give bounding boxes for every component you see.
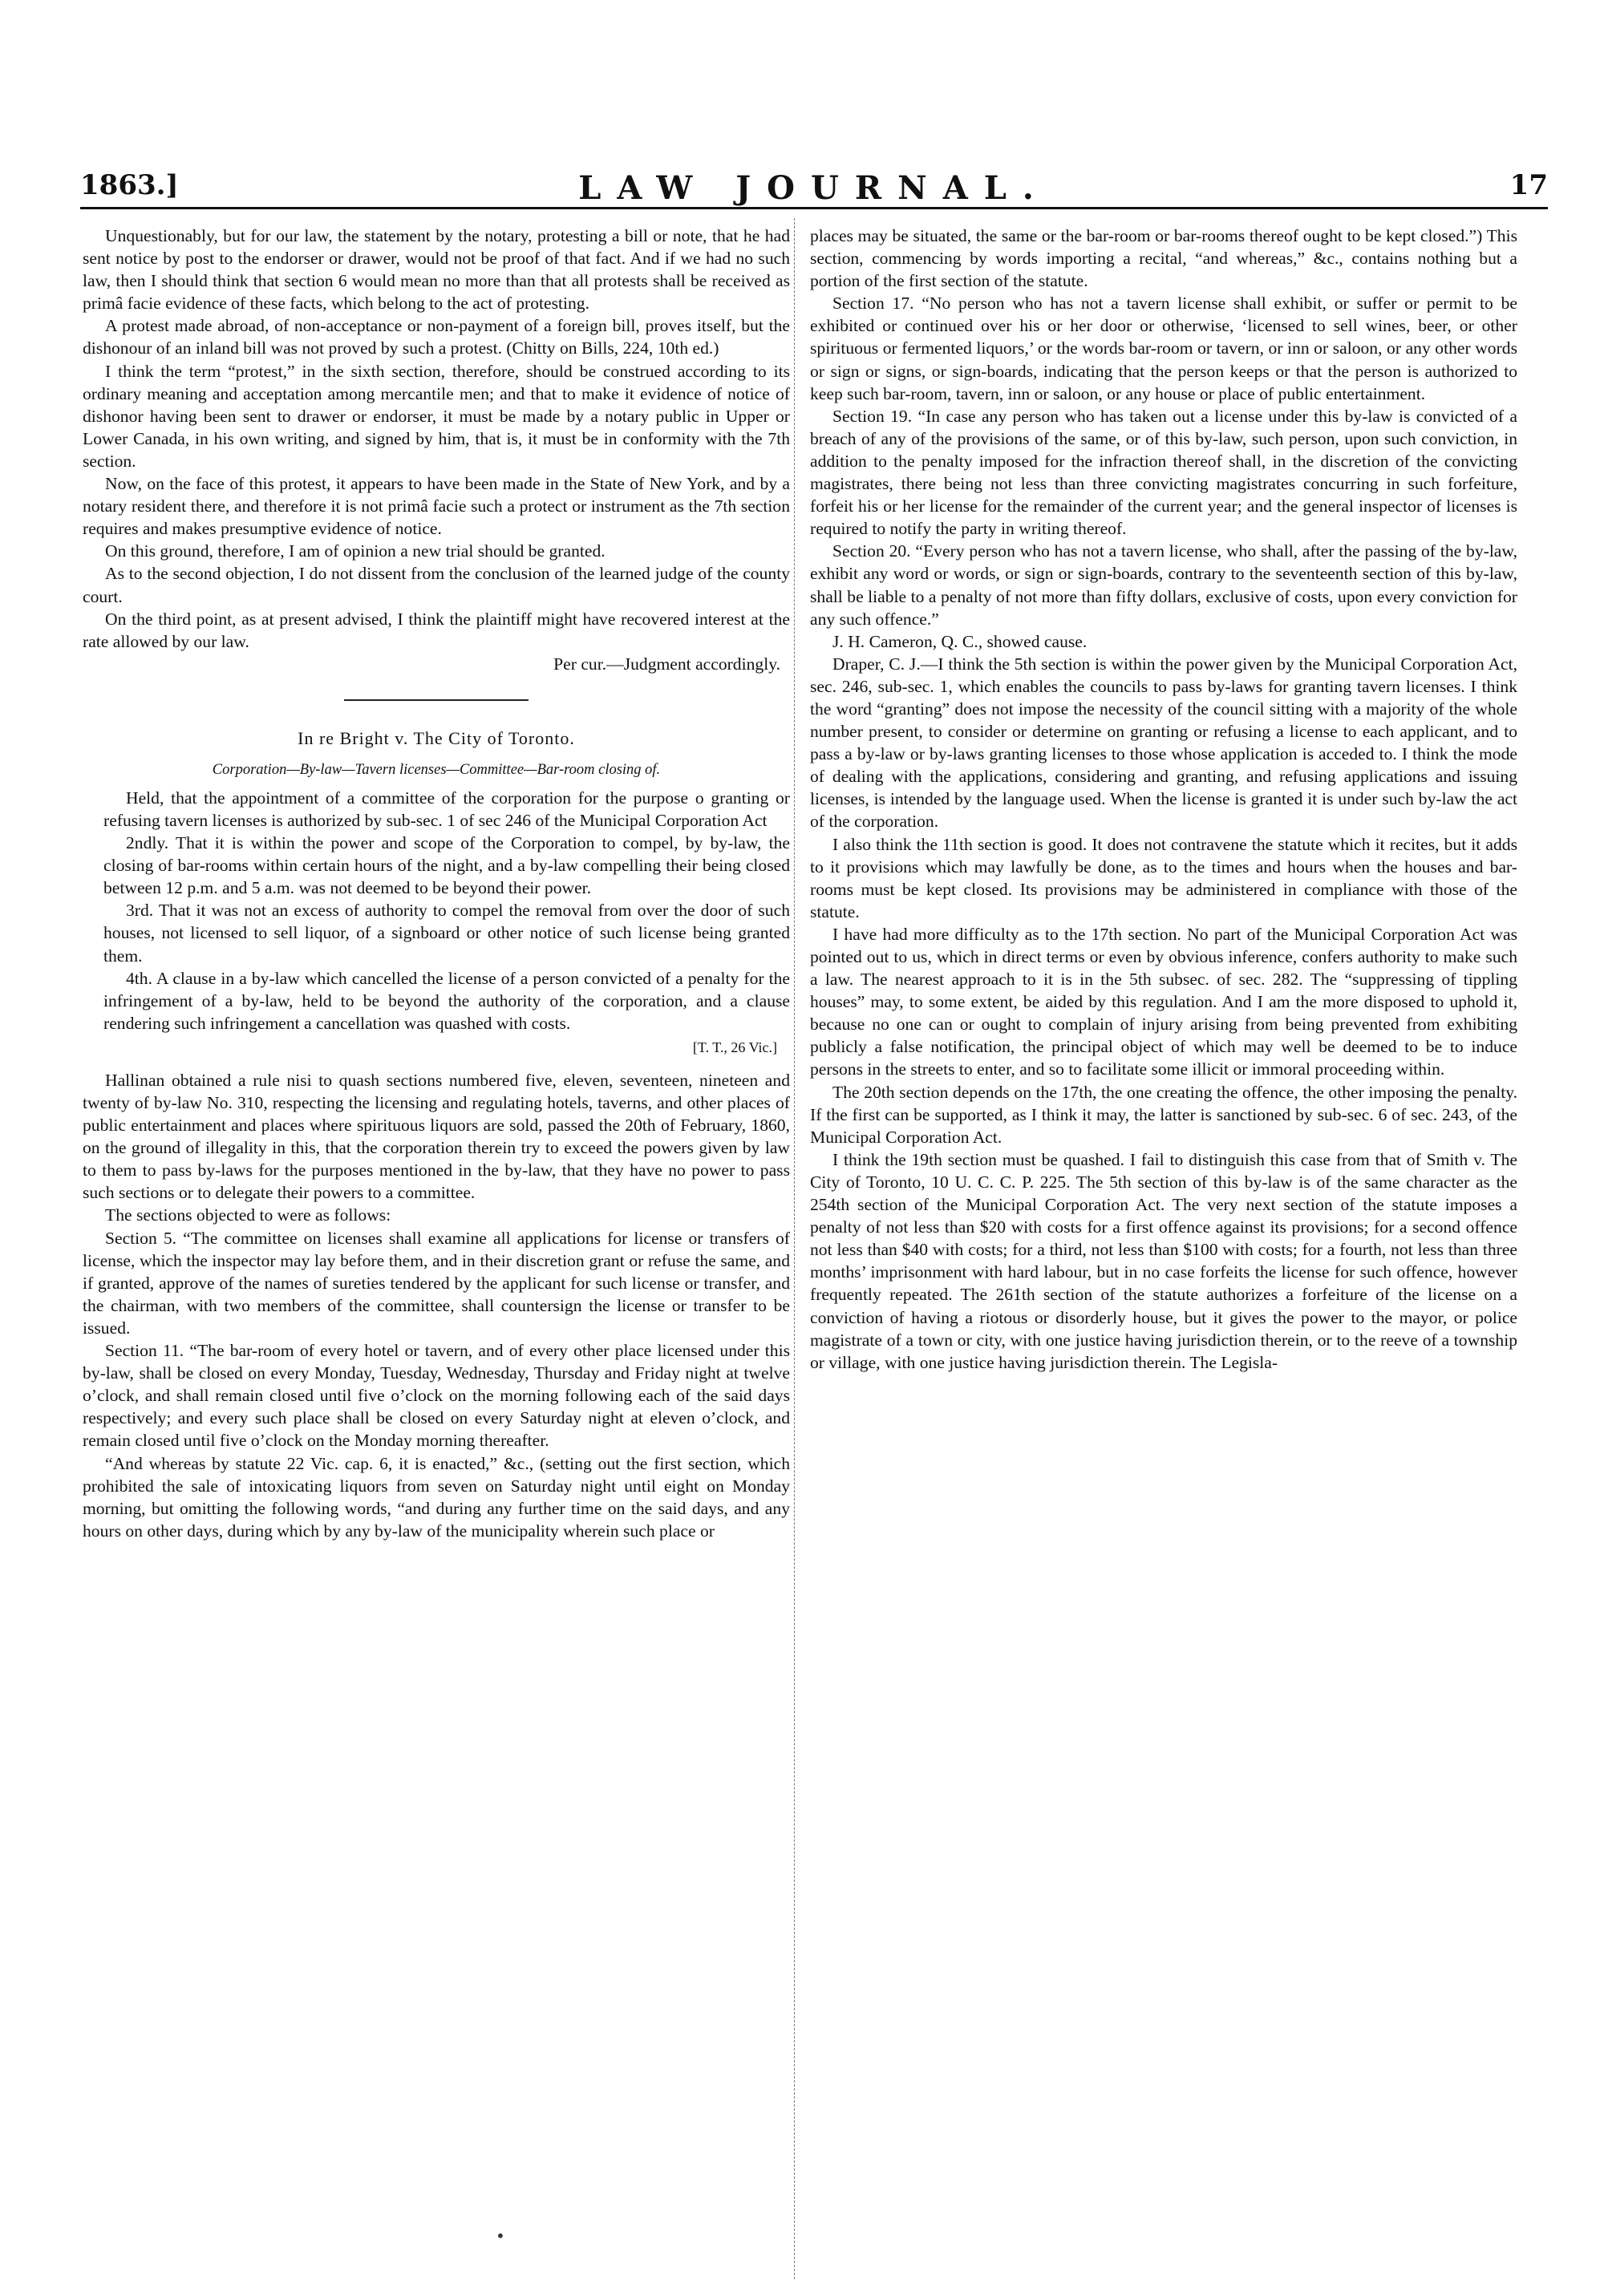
paragraph: “And whereas by statute 22 Vic. cap. 6, it is enacted,” &c., (setting out the first section, which prohibited the sale of intoxicating liquors from seven on Saturday night until eight on Monday morning, but omitting the following words, “and during any further time on the said days, and any hours on other days, during which by any by-law of the municipality wherein such place or (83, 1453, 790, 1541)
bottom-dot: • (496, 2226, 505, 2245)
judgment-line: Per cur.—Judgment accordingly. (553, 654, 780, 674)
page-header (80, 164, 1548, 209)
paragraph: Unquestionably, but for our law, the statement by the notary, protesting a bill or note, that he had sent notice by post to the endorser or drawer, would not be proof of that fact. And if we had no such law, then I should think that section 6 would mean no more than that all protests shall be received as primâ facie evidence of these facts, which belong to the act of protesting. (83, 226, 790, 314)
paragraph: I think the term “protest,” in the sixth section, therefore, should be construed according to its ordinary meaning and acceptation among mercantile men; and that to make it evidence of notice of dishonor having been sent to drawer or endorser, it must be made by a notary public in Upper or Lower Canada, in his own writing, and signed by him, that is, it must be in conformity with the 7th section. (83, 361, 790, 471)
headnote-item: 2ndly. That it is within the power and scope of the Corporation to compel, by by-law, the closing of bar-rooms within certain hours of the night, and a by-law compelling their being closed between 12 p.m. and 5 a.m. was not deemed to be beyond their power. (103, 833, 790, 898)
paragraph: A protest made abroad, of non-acceptance or non-payment of a foreign bill, proves itself, but the dishonour of an inland bill was not proved by such a protest. (Chitty on Bills, 224, 10th ed.) (83, 316, 790, 358)
headnote-item: Held, that the appointment of a committee of the corporation for the purpose o granting or refusing tavern licenses is authorized by sub-sec. 1 of sec 246 of the Municipal Corporation Act (103, 788, 790, 830)
case-subtitle: Corporation—By-law—Tavern licenses—Committee—Bar-room closing of. (212, 761, 661, 778)
paragraph: Section 19. “In case any person who has taken out a license under this by-law is convicted of a breach of any of the provisions of the same, or of this by-law, such person, upon such conviction, in addition to the penalty imposed for the infraction thereof shall, in the discretion of the convicting magistrates, there being not less than three convicting magistrates concurring in such forfeiture, forfeit his or her license for the remainder of the current year; and the general inspector of licenses is required to notify the party in writing thereof. (810, 406, 1517, 539)
paragraph: The sections objected to were as follows: (105, 1205, 391, 1225)
paragraph: As to the second objection, I do not dissent from the conclusion of the learned judge of the county court. (83, 564, 790, 606)
section-rule (344, 699, 529, 701)
right-column (810, 225, 1517, 1374)
paragraph: I think the 19th section must be quashed. I fail to distinguish this case from that of Smith v. The City of Toronto, 10 U. C. C. P. 225. The 5th section of this by-law is of the same character as the 254th section of the Municipal Corporation Act. The very next section of the statute imposes a penalty of not less than $20 with costs for a first offence against its provisions; for a second offence not less than $40 with costs; for a third, not less than $100 with costs; for a fourth, not less than three months’ imprisonment with hard labour, but in no case forfeits the license for such offence, however frequently repeated. The 261th section of the statute authorizes a forfeiture of the license on a conviction of having a riotous or disorderly house, but it gives the power to the mayor, or police magistrate of a town or city, with one justice having jurisdiction therein, or to the reeve of a township or village, with one justice having jurisdiction therein. The Legisla- (810, 1149, 1517, 1372)
paragraph: Section 11. “The bar-room of every hotel or tavern, and of every other place licensed under this by-law, shall be closed on every Monday, Tuesday, Wednesday, Thursday and Friday night at twelve o’clock, and shall remain closed until five o’clock on the morning following each of the said days respectively; and every such place shall be closed on every Saturday night at eleven o’clock, and remain closed until five o’clock on the Monday morning thereafter. (83, 1341, 790, 1451)
header-year: 1863.] (80, 169, 179, 201)
paragraph: On this ground, therefore, I am of opinion a new trial should be granted. (105, 541, 606, 561)
headnote-item: 3rd. That it was not an excess of authority to compel the removal from over the door of such houses, not licensed to sell liquor, of a signboard or other notice of such license being granted them. (103, 901, 790, 966)
paragraph: I have had more difficulty as to the 17th section. No part of the Municipal Corporation Act was pointed out to us, which in direct terms or even by obvious inference, confers authority to make such a law. The nearest approach to it is in the 5th subsec. of sec. 282. The “suppressing of tippling houses” may, to some extent, be aided by this regulation. And I am the more disposed to uphold it, because no one can or ought to complain of injury arising from being prevented from exhibiting publicly a false notification, the principal object of which may well be deemed to be to induce persons in the streets to enter, and so to facilitate some illicit or immoral proceeding within. (810, 924, 1517, 1079)
paragraph: The 20th section depends on the 17th, the one creating the offence, the other imposing the penalty. If the first can be supported, as I think it may, the latter is sanctioned by sub-sec. 6 of sec. 243, of the Municipal Corporation Act. (810, 1082, 1517, 1147)
journal-title: LAW JOURNAL. (578, 169, 1050, 207)
paragraph: Section 5. “The committee on licenses shall examine all applications for license or transfers of license, which the inspector may lay before them, and in their discretion grant or refuse the same, and if granted, approve of the names of sureties tendered by the applicant for such license or transfer, and the chairman, with two members of the committee, shall countersign the license or transfer to be issued. (83, 1228, 790, 1338)
column-divider (794, 218, 795, 2279)
case-citation: [T. T., 26 Vic.] (692, 1039, 777, 1055)
paragraph: J. H. Cameron, Q. C., showed cause. (832, 631, 1088, 651)
case-title: In re Bright v. The City of Toronto. (298, 727, 575, 748)
left-column (83, 225, 790, 1542)
paragraph: Draper, C. J.—I think the 5th section is within the power given by the Municipal Corporation Act, sec. 246, sub-sec. 1, which enables the councils to pass by-laws for granting tavern licenses. I think the word “granting” does not impose the necessity of the council sitting with a majority of the whole number present, to consider or determine on granting or refusing a license to each applicant, and to pass a by-law or by-laws granting licenses to those whose application is acceded to. I think the mode of dealing with the applications, considering and granting, and refusing applications and issuing licenses, is intended by the language used. When the license is granted it is under such by-law the act of the corporation. (810, 654, 1517, 832)
paragraph: Now, on the face of this protest, it appears to have been made in the State of New York, and by a notary resident there, and therefore it is not primâ facie such a protect or instrument as the 7th section requires and makes presumptive evidence of notice. (83, 474, 790, 539)
headnote-item: 4th. A clause in a by-law which cancelled the license of a person convicted of a penalty for the infringement of a by-law, held to be beyond the authority of the corporation, and a clause rendering such infringement a cancellation was quashed with costs. (103, 968, 790, 1033)
paragraph: I also think the 11th section is good. It does not contravene the statute which it recites, but it adds to it provisions which may lawfully be done, as to the times and hours when the houses and bar-rooms must be kept closed. Its provisions may be administered in compliance with those of the statute. (810, 834, 1517, 921)
paragraph: Section 17. “No person who has not a tavern license shall exhibit, or suffer or permit to be exhibited or continued over his or her door or otherwise, ‘licensed to sell wines, beer, or other spirituous or fermented liquors,’ or the words bar-room or tavern, or inn or saloon, or any other words or sign or signs, or sign-boards, indicating that the person keeps or that the person is authorized to keep such bar-room, tavern, inn or saloon, or any house or place of public entertainment. (810, 294, 1517, 403)
paragraph: places may be situated, the same or the bar-room or bar-rooms thereof ought to be kept closed.”) This section, commencing by words importing a recital, “and whereas,” &c., contains nothing but a portion of the first section of the statute. (810, 226, 1517, 291)
paragraph: On the third point, as at present advised, I think the plaintiff might have recovered interest at the rate allowed by our law. (83, 609, 790, 651)
page-number: 17 (1509, 169, 1548, 201)
paragraph: Section 20. “Every person who has not a tavern license, who shall, after the passing of the by-law, exhibit any word or words, or sign or sign-boards, contrary to the seventeenth section of this by-law, shall be liable to a penalty of not more than fifty dollars, exclusive of costs, upon every conviction for any such offence.” (810, 541, 1517, 629)
paragraph: Hallinan obtained a rule nisi to quash sections numbered five, eleven, seventeen, nineteen and twenty of by-law No. 310, respecting the licensing and regulating hotels, taverns, and other places of public entertainment and places where spirituous liquors are sold, passed the 20th of February, 1860, on the ground of illegality in this, that the corporation therein try to exceed the powers given by law to them to pass by-laws for the purposes mentioned in the by-law, that they have no power to pass such sections or to delegate their powers to a committee. (83, 1070, 790, 1203)
